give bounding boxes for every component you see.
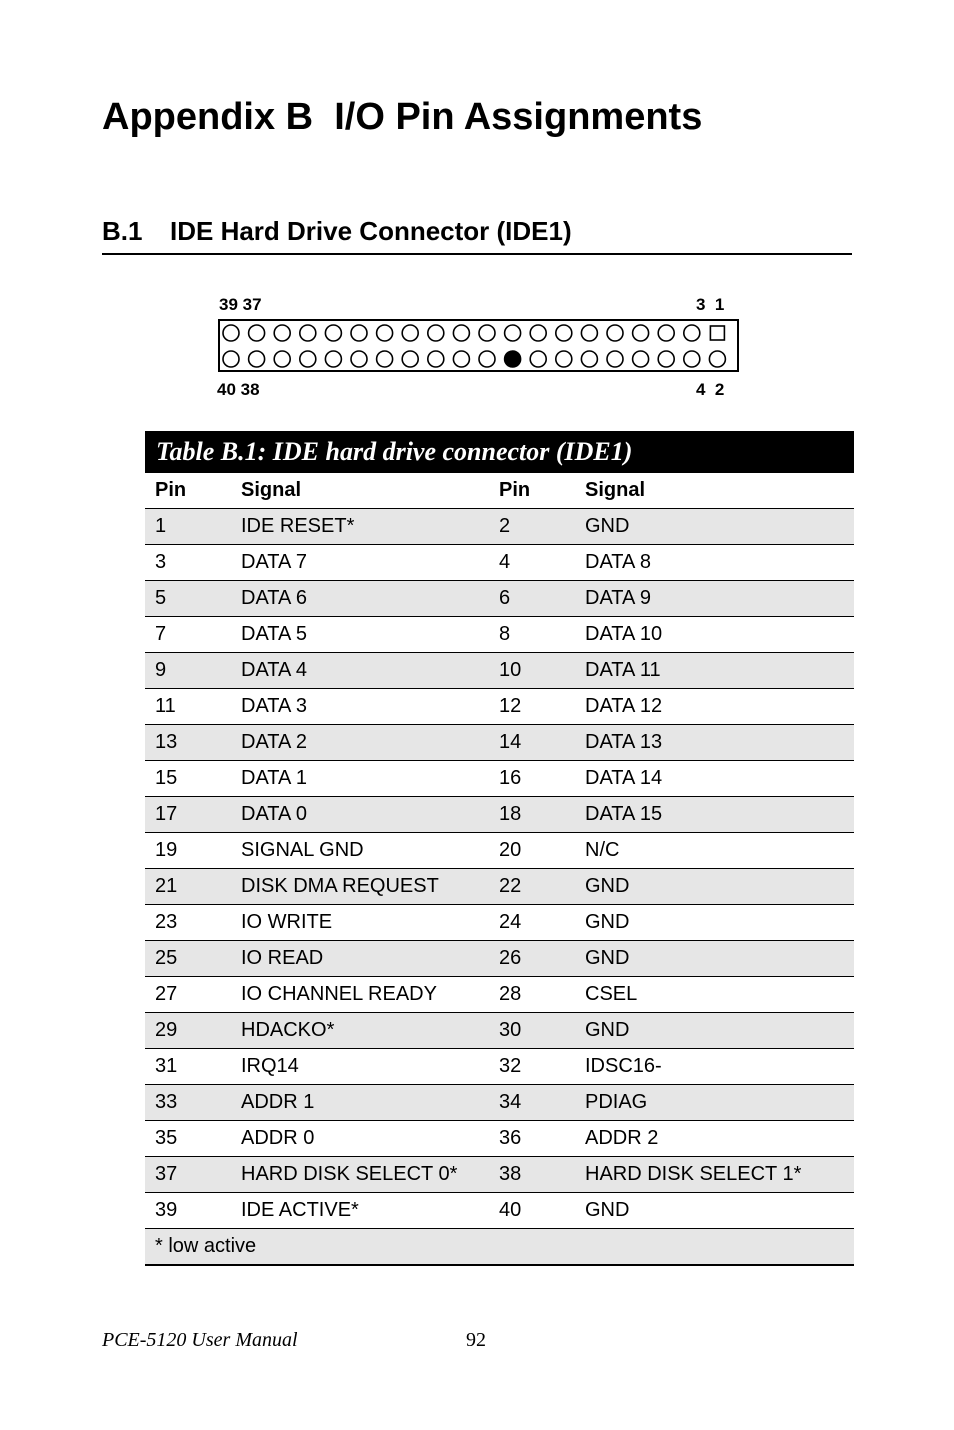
cell-pin: 33 <box>145 1085 231 1121</box>
section-title: IDE Hard Drive Connector (IDE1) <box>170 216 572 246</box>
table-row <box>145 1085 854 1121</box>
table-row <box>145 689 854 725</box>
footer-manual-name: PCE-5120 User Manual <box>102 1329 298 1351</box>
cell-signal: DATA 3 <box>231 689 489 725</box>
cell-signal: DATA 12 <box>575 689 854 725</box>
table-row <box>145 1121 854 1157</box>
connector-pin <box>223 325 239 341</box>
cell-signal: GND <box>575 1013 854 1049</box>
cell-signal: GND <box>575 905 854 941</box>
cell-pin: 12 <box>489 689 575 725</box>
table-row <box>145 761 854 797</box>
cell-pin: 18 <box>489 797 575 833</box>
table-header-row <box>145 473 854 509</box>
section-number: B.1 <box>102 216 143 246</box>
connector-pin <box>684 351 700 367</box>
cell-signal: DISK DMA REQUEST <box>231 869 489 905</box>
cell-signal: DATA 5 <box>231 617 489 653</box>
connector-pin <box>581 325 597 341</box>
connector-pin <box>428 351 444 367</box>
cell-signal: DATA 14 <box>575 761 854 797</box>
cell-signal: DATA 11 <box>575 653 854 689</box>
cell-signal: IO READ <box>231 941 489 977</box>
header-signal: Signal <box>575 473 854 509</box>
connector-pin <box>300 351 316 367</box>
connector-pin <box>325 351 341 367</box>
cell-pin: 29 <box>145 1013 231 1049</box>
table-row <box>145 1049 854 1085</box>
cell-pin: 8 <box>489 617 575 653</box>
connector-pin <box>556 351 572 367</box>
cell-pin: 1 <box>145 509 231 545</box>
cell-signal: DATA 2 <box>231 725 489 761</box>
cell-signal: DATA 13 <box>575 725 854 761</box>
cell-signal: IDSC16- <box>575 1049 854 1085</box>
connector-pin <box>607 325 623 341</box>
cell-signal: HARD DISK SELECT 1* <box>575 1157 854 1193</box>
table-row <box>145 1157 854 1193</box>
cell-pin: 21 <box>145 869 231 905</box>
table-row <box>145 509 854 545</box>
connector-pin <box>223 351 239 367</box>
connector-pin <box>428 325 444 341</box>
connector-pin <box>530 351 546 367</box>
cell-pin: 7 <box>145 617 231 653</box>
connector-pin <box>453 351 469 367</box>
connector-pin <box>300 325 316 341</box>
cell-pin: 6 <box>489 581 575 617</box>
connector-pin <box>377 325 393 341</box>
cell-pin: 22 <box>489 869 575 905</box>
table-row <box>145 797 854 833</box>
cell-pin: 9 <box>145 653 231 689</box>
cell-signal: N/C <box>575 833 854 869</box>
cell-signal: HDACKO* <box>231 1013 489 1049</box>
cell-pin: 37 <box>145 1157 231 1193</box>
connector-pin <box>402 325 418 341</box>
connector-pin <box>402 351 418 367</box>
table-footnote-row <box>145 1229 854 1266</box>
cell-signal: HARD DISK SELECT 0* <box>231 1157 489 1193</box>
page-title: Appendix B I/O Pin Assignments <box>102 96 703 138</box>
connector-pin <box>530 325 546 341</box>
cell-pin: 14 <box>489 725 575 761</box>
table-row <box>145 545 854 581</box>
cell-signal: ADDR 2 <box>575 1121 854 1157</box>
table-footnote: * low active <box>145 1229 854 1266</box>
cell-signal: DATA 4 <box>231 653 489 689</box>
cell-signal: DATA 1 <box>231 761 489 797</box>
cell-signal: ADDR 1 <box>231 1085 489 1121</box>
cell-pin: 36 <box>489 1121 575 1157</box>
connector-pin <box>249 325 265 341</box>
cell-pin: 2 <box>489 509 575 545</box>
cell-signal: GND <box>575 941 854 977</box>
cell-pin: 25 <box>145 941 231 977</box>
connector-pin <box>556 325 572 341</box>
cell-signal: GND <box>575 869 854 905</box>
cell-pin: 34 <box>489 1085 575 1121</box>
cell-pin: 40 <box>489 1193 575 1229</box>
cell-signal: IDE RESET* <box>231 509 489 545</box>
cell-signal: DATA 7 <box>231 545 489 581</box>
cell-pin: 24 <box>489 905 575 941</box>
cell-pin: 3 <box>145 545 231 581</box>
cell-signal: DATA 10 <box>575 617 854 653</box>
header-signal: Signal <box>231 473 489 509</box>
table-row <box>145 833 854 869</box>
cell-pin: 10 <box>489 653 575 689</box>
connector-pin <box>581 351 597 367</box>
cell-signal: DATA 9 <box>575 581 854 617</box>
header-pin: Pin <box>145 473 231 509</box>
cell-signal: GND <box>575 509 854 545</box>
header-pin: Pin <box>489 473 575 509</box>
connector-pin <box>658 325 674 341</box>
cell-signal: IO CHANNEL READY <box>231 977 489 1013</box>
cell-pin: 32 <box>489 1049 575 1085</box>
connector-pin <box>633 351 649 367</box>
cell-pin: 27 <box>145 977 231 1013</box>
pin-label-top-left: 39 37 <box>219 295 262 314</box>
cell-signal: SIGNAL GND <box>231 833 489 869</box>
connector-pin <box>633 325 649 341</box>
cell-signal: DATA 8 <box>575 545 854 581</box>
cell-pin: 31 <box>145 1049 231 1085</box>
cell-pin: 19 <box>145 833 231 869</box>
section-heading <box>102 216 852 255</box>
cell-pin: 39 <box>145 1193 231 1229</box>
cell-signal: GND <box>575 1193 854 1229</box>
cell-signal: IDE ACTIVE* <box>231 1193 489 1229</box>
footer-page-number: 92 <box>466 1329 486 1351</box>
cell-signal: ADDR 0 <box>231 1121 489 1157</box>
cell-pin: 38 <box>489 1157 575 1193</box>
connector-pin <box>607 351 623 367</box>
cell-pin: 4 <box>489 545 575 581</box>
connector-pin <box>505 325 521 341</box>
cell-signal: DATA 6 <box>231 581 489 617</box>
table-row <box>145 581 854 617</box>
pin-label-bottom-left: 40 38 <box>217 380 260 399</box>
table-row <box>145 869 854 905</box>
cell-signal: DATA 0 <box>231 797 489 833</box>
cell-signal: DATA 15 <box>575 797 854 833</box>
connector-pin <box>709 351 725 367</box>
cell-signal: IRQ14 <box>231 1049 489 1085</box>
connector-pin <box>351 351 367 367</box>
connector-pin <box>351 325 367 341</box>
cell-signal: CSEL <box>575 977 854 1013</box>
connector-pin <box>479 351 495 367</box>
pin-label-top-right: 3 1 <box>696 295 725 314</box>
connector-pin <box>684 325 700 341</box>
pin-1-square <box>710 326 724 340</box>
table-row <box>145 905 854 941</box>
table-row <box>145 1013 854 1049</box>
cell-pin: 20 <box>489 833 575 869</box>
cell-pin: 15 <box>145 761 231 797</box>
cell-pin: 11 <box>145 689 231 725</box>
connector-pin <box>274 325 290 341</box>
cell-pin: 23 <box>145 905 231 941</box>
connector-pin <box>658 351 674 367</box>
cell-pin: 17 <box>145 797 231 833</box>
cell-pin: 35 <box>145 1121 231 1157</box>
cell-pin: 26 <box>489 941 575 977</box>
cell-pin: 28 <box>489 977 575 1013</box>
cell-pin: 30 <box>489 1013 575 1049</box>
table-row <box>145 977 854 1013</box>
table-row <box>145 941 854 977</box>
connector-pin <box>377 351 393 367</box>
ide-pin-table <box>145 431 854 1266</box>
table-caption: Table B.1: IDE hard drive connector (IDE1) <box>145 431 854 473</box>
connector-pin <box>249 351 265 367</box>
connector-pin <box>479 325 495 341</box>
table-row <box>145 1193 854 1229</box>
table-row <box>145 725 854 761</box>
ide-connector-diagram <box>214 290 744 402</box>
cell-signal: IO WRITE <box>231 905 489 941</box>
connector-pin <box>325 325 341 341</box>
cell-pin: 16 <box>489 761 575 797</box>
cell-signal: PDIAG <box>575 1085 854 1121</box>
pin-label-bottom-right: 4 2 <box>696 380 725 399</box>
connector-pin <box>274 351 290 367</box>
table-row <box>145 653 854 689</box>
connector-pin <box>453 325 469 341</box>
key-pin <box>505 351 521 367</box>
table-row <box>145 617 854 653</box>
cell-pin: 5 <box>145 581 231 617</box>
cell-pin: 13 <box>145 725 231 761</box>
